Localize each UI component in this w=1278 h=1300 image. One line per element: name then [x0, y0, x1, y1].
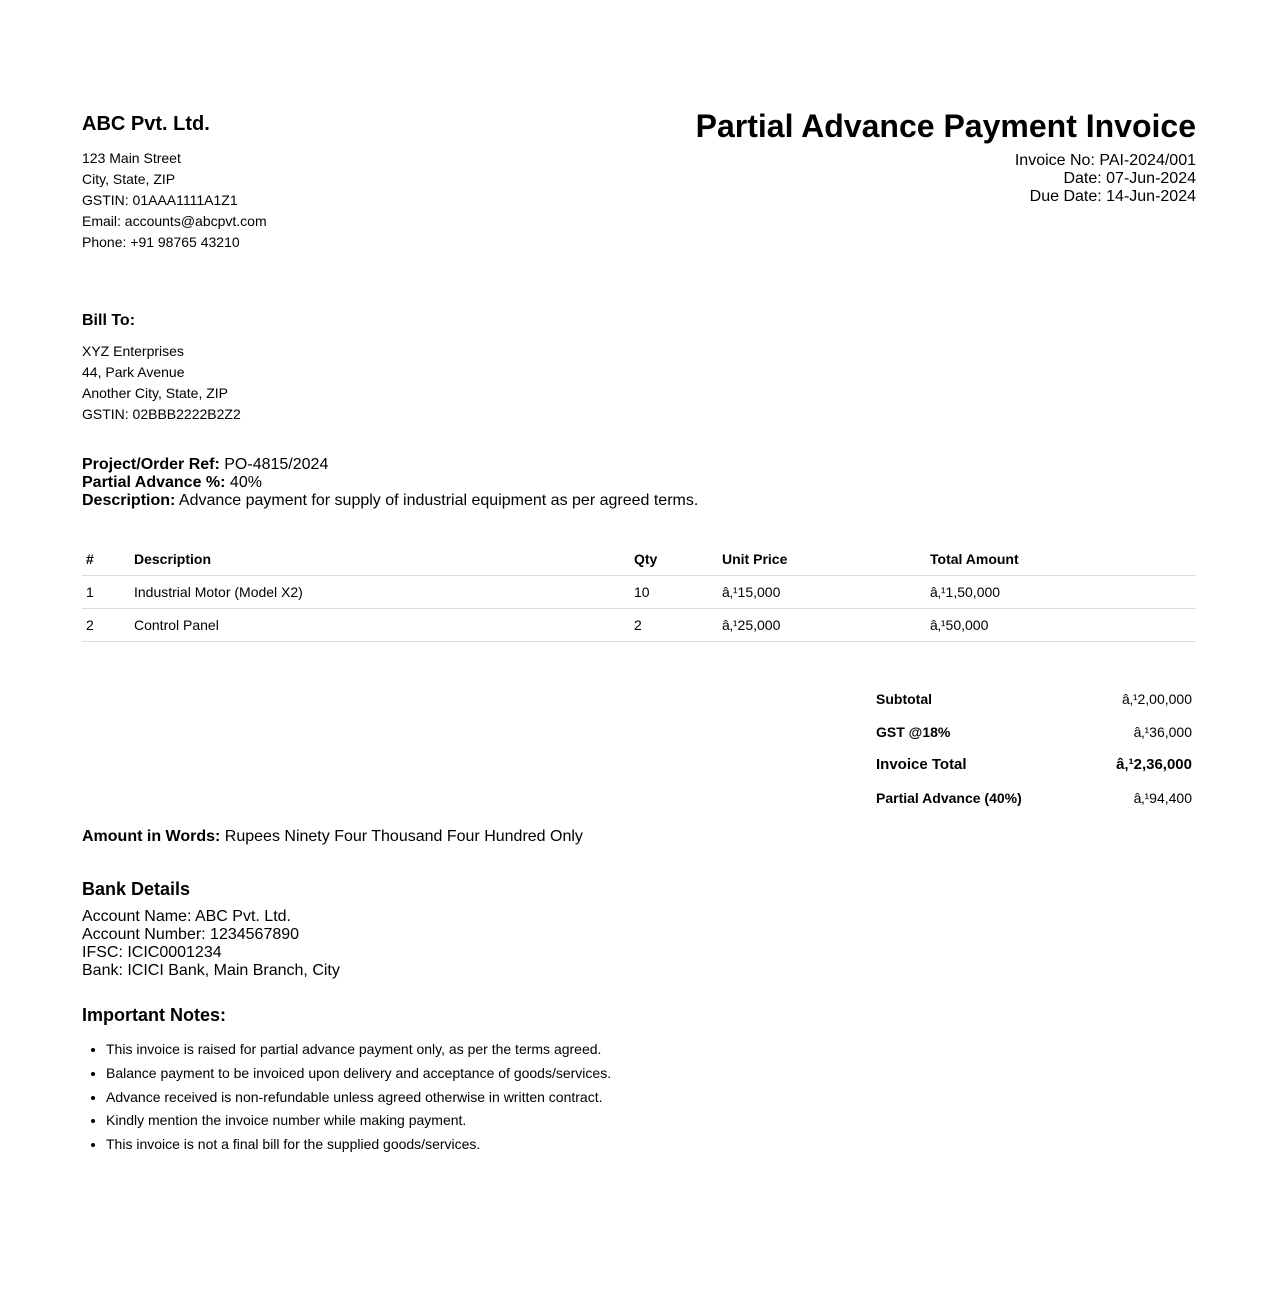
partial-advance-row [872, 781, 1196, 814]
company-address-block [82, 148, 267, 253]
project-info [82, 456, 698, 510]
row-unit-price: â‚¹15,000 [718, 576, 926, 609]
row-total-amount: â‚¹50,000 [926, 609, 1196, 642]
bank-ifsc: IFSC: ICIC0001234 [82, 944, 222, 961]
list-item: • This invoice is not a final bill for the supplied goods/services. [106, 1133, 611, 1157]
company-name: ABC Pvt. Ltd. [82, 113, 210, 135]
invoice-date: Date: 07-Jun-2024 [1063, 170, 1196, 187]
gst-label: GST @18% [876, 723, 951, 740]
invoice-total-value: â‚¹2,36,000 [1116, 756, 1192, 773]
bill-to-block [82, 341, 241, 425]
notes-list [82, 1038, 611, 1157]
header-qty: Qty [630, 543, 718, 576]
header-description: Description [130, 543, 630, 576]
bill-to-heading: Bill To: [82, 312, 136, 329]
list-item: • Balance payment to be invoiced upon delivery and acceptance of goods/services. [106, 1062, 611, 1086]
items-table [82, 543, 1196, 642]
project-ref-value: PO-4815/2024 [219, 456, 329, 473]
list-item: • This invoice is raised for partial advance payment only, as per the terms agreed. [106, 1038, 611, 1062]
invoice-total-label: Invoice Total [876, 756, 967, 773]
company-gstin: GSTIN: 01AAA1111A1Z1 [82, 192, 238, 208]
row-description: Control Panel [130, 609, 630, 642]
amount-in-words [82, 828, 583, 846]
project-ref [82, 456, 698, 474]
subtotal-value: â‚¹2,00,000 [1121, 690, 1192, 707]
table-row [82, 609, 1196, 642]
bill-to-gstin: GSTIN: 02BBB2222B2Z2 [82, 406, 241, 422]
bank-details-block [82, 908, 340, 980]
bill-to-name: XYZ Enterprises [82, 343, 184, 359]
gst-row [872, 715, 1196, 748]
invoice-title: Partial Advance Payment Invoice [695, 108, 1196, 144]
partial-advance-total-value: â‚¹94,400 [1133, 789, 1192, 806]
totals-table [872, 682, 1196, 814]
partial-advance-label: Partial Advance %: [82, 474, 226, 491]
subtotal-label: Subtotal [876, 690, 932, 707]
partial-advance-value: 40% [225, 474, 262, 491]
bank-account-number: Account Number: 1234567890 [82, 926, 300, 943]
header-total-amount: Total Amount [926, 543, 1196, 576]
invoice-total-row [872, 748, 1196, 781]
company-phone: Phone: +91 98765 43210 [82, 234, 240, 250]
row-description: Industrial Motor (Model X2) [130, 576, 630, 609]
header-unit-price: Unit Price [718, 543, 926, 576]
list-item: • Kindly mention the invoice number while making payment. [106, 1109, 611, 1133]
row-unit-price: â‚¹25,000 [718, 609, 926, 642]
company-email: Email: accounts@abcpvt.com [82, 213, 267, 229]
bank-name: Bank: ICICI Bank, Main Branch, City [82, 962, 340, 979]
list-item: • Advance received is non-refundable unless agreed otherwise in written contract. [106, 1086, 611, 1110]
bill-to-address-line2: Another City, State, ZIP [82, 385, 229, 401]
bank-account-name: Account Name: ABC Pvt. Ltd. [82, 908, 291, 925]
row-num: 1 [82, 576, 130, 609]
row-num: 2 [82, 609, 130, 642]
row-qty: 2 [630, 609, 718, 642]
row-qty: 10 [630, 576, 718, 609]
row-total-amount: â‚¹1,50,000 [926, 576, 1196, 609]
table-row [82, 576, 1196, 609]
partial-advance-total-label: Partial Advance (40%) [876, 789, 1022, 806]
project-ref-label: Project/Order Ref: [82, 456, 220, 473]
subtotal-row [872, 682, 1196, 715]
amount-in-words-value: Rupees Ninety Four Thousand Four Hundred Only [220, 828, 583, 845]
notes-heading: Important Notes: [82, 1005, 226, 1025]
invoice-due-date: Due Date: 14-Jun-2024 [1029, 188, 1196, 205]
amount-in-words-label: Amount in Words: [82, 828, 221, 845]
invoice-number: Invoice No: PAI-2024/001 [1014, 152, 1196, 169]
description-value: Advance payment for supply of industrial equipment as per agreed terms. [175, 492, 699, 509]
company-address-line1: 123 Main Street [82, 150, 181, 166]
project-description [82, 492, 698, 510]
header-num: # [82, 543, 130, 576]
items-header-row [82, 543, 1196, 576]
bank-details-heading: Bank Details [82, 879, 191, 899]
invoice-meta [1015, 152, 1196, 206]
gst-value: â‚¹36,000 [1133, 723, 1192, 740]
partial-advance-percent [82, 474, 698, 492]
bill-to-address-line1: 44, Park Avenue [82, 364, 185, 380]
description-label: Description: [82, 492, 176, 509]
company-address-line2: City, State, ZIP [82, 171, 176, 187]
